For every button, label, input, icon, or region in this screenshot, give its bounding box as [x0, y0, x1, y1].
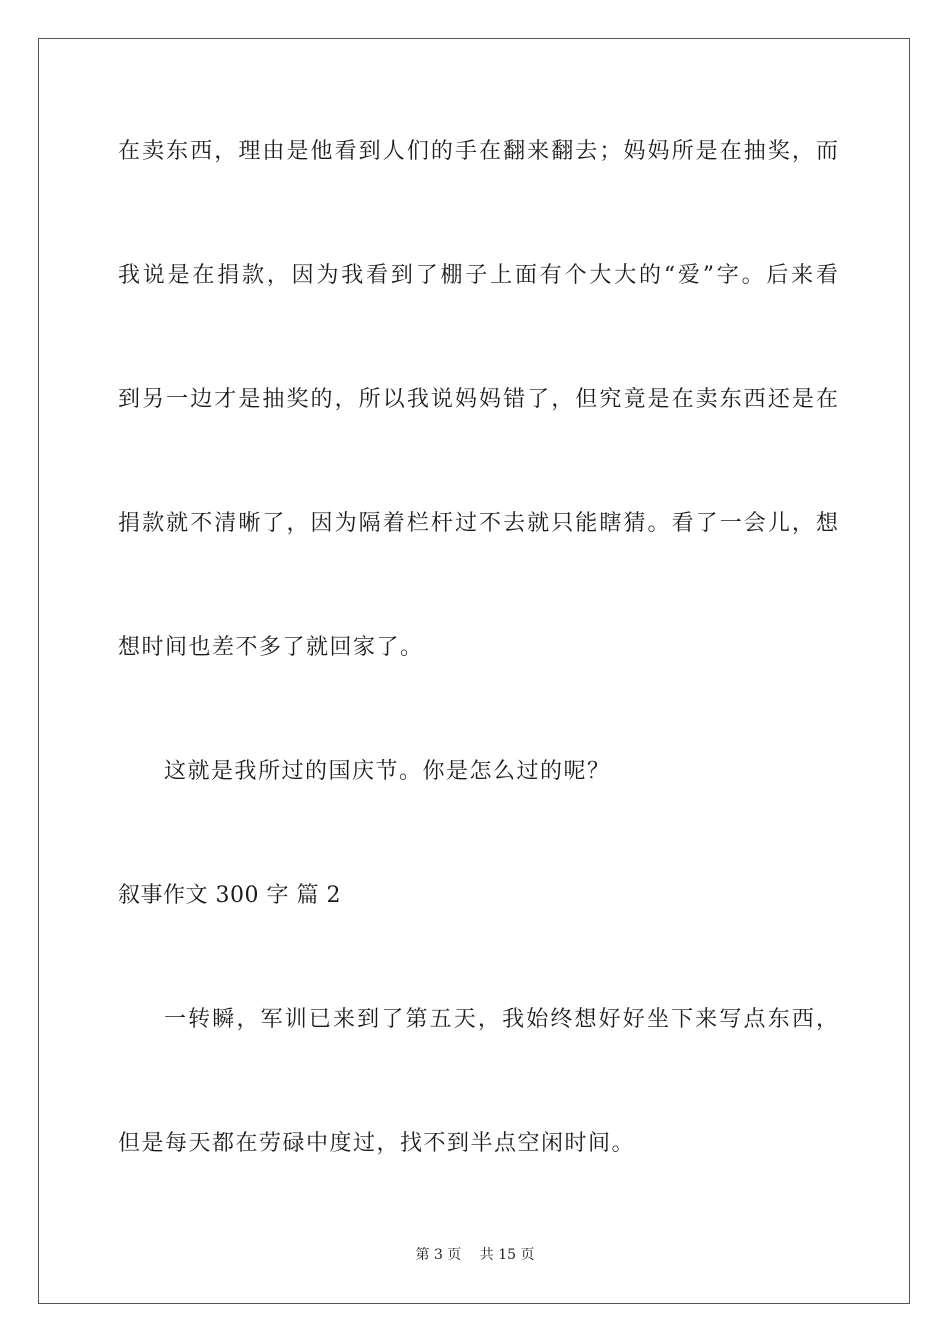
page-number-total: 共 15 页: [479, 1247, 535, 1263]
paragraph-line: 到另一边才是抽奖的，所以我说妈妈错了，但究竟是在卖东西还是在: [118, 387, 838, 412]
paragraph-line: 我说是在捐款，因为我看到了棚子上面有个大大的“爱”字。后来看: [118, 263, 838, 288]
paragraph-line: 想时间也差不多了就回家了。: [118, 635, 424, 660]
paragraph-line: 这就是我所过的国庆节。你是怎么过的呢？: [164, 759, 611, 784]
paragraph-line: 一转瞬，军训已来到了第五天，我始终想好好坐下来写点东西，: [164, 1007, 838, 1032]
paragraph-line: 但是每天都在劳碌中度过，找不到半点空闲时间。: [118, 1131, 636, 1156]
paragraph-line: 在卖东西，理由是他看到人们的手在翻来翻去；妈妈所是在抽奖，而: [118, 139, 838, 164]
page-border: [38, 38, 910, 1304]
paragraph-line: 捐款就不清晰了，因为隔着栏杆过不去就只能瞎猜。看了一会儿，想: [118, 511, 838, 536]
section-heading: 叙事作文 300 字 篇 2: [118, 883, 341, 908]
page-footer: [0, 1246, 950, 1264]
page-number-current: 第 3 页: [415, 1247, 462, 1263]
